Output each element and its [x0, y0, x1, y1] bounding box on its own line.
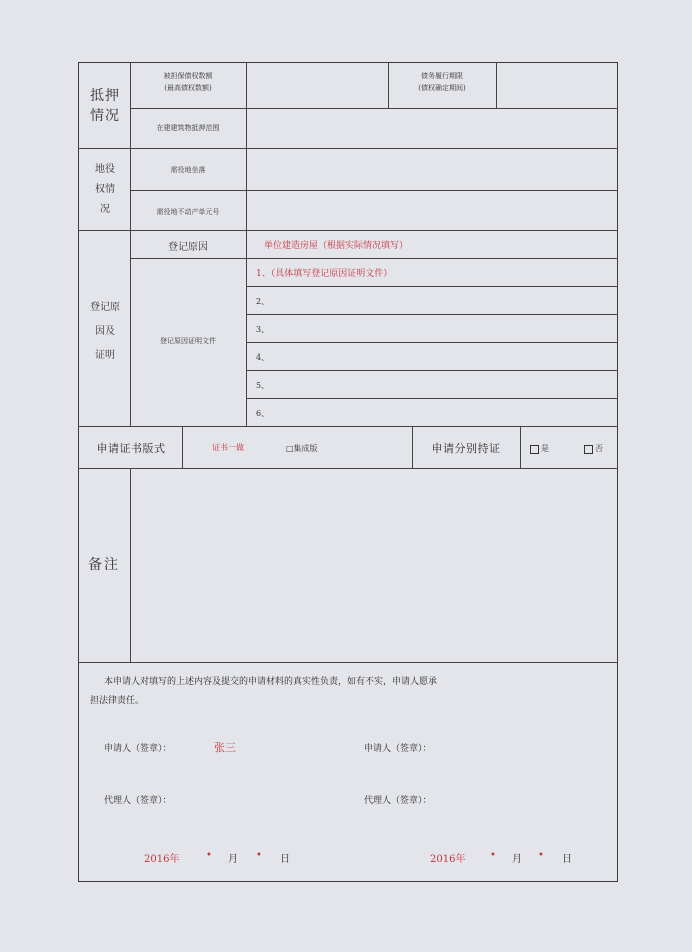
divider	[246, 286, 618, 287]
divider	[78, 148, 618, 149]
separate-yes-checkbox[interactable]	[530, 443, 549, 454]
mortgage-heading-line: 抵押	[90, 88, 120, 104]
secured-amount-line: 被担保债权数额	[163, 72, 213, 80]
applicant-right-label: 申请人（签章）：	[364, 744, 432, 754]
proof-item: 5、	[256, 381, 270, 390]
divider	[78, 468, 618, 469]
divider	[246, 62, 247, 426]
no-label: 否	[595, 444, 603, 453]
date-right-year: 2016年	[430, 854, 466, 865]
registration-reason-value: 单位建造房屋（根据实际情况填写）	[264, 241, 409, 251]
easement-heading-line: 权情	[95, 184, 115, 195]
easement-heading	[84, 160, 126, 220]
debt-period-line: (债权确定期间)	[418, 84, 466, 92]
divider	[246, 370, 618, 371]
servient-location-label: 需役地坐落	[170, 166, 206, 174]
proof-item: 4、	[256, 353, 270, 362]
easement-heading-line: 地役	[95, 164, 115, 175]
applicant-left-label: 申请人（签章）：	[104, 744, 172, 754]
secured-amount-label	[130, 70, 246, 94]
date-left-day: 日	[280, 854, 290, 865]
divider	[520, 426, 521, 468]
registration-heading-line: 因及	[95, 326, 115, 337]
yes-label: 是	[541, 444, 549, 453]
divider	[130, 258, 618, 259]
divider	[78, 662, 618, 663]
agent-left-label: 代理人（签章）：	[104, 796, 172, 806]
date-right-day: 日	[562, 854, 572, 865]
building-scope-label: 在建建筑物抵押范围	[156, 124, 220, 132]
divider	[246, 398, 618, 399]
divider	[246, 342, 618, 343]
secured-amount-line: (最高债权数额)	[164, 84, 212, 92]
divider	[78, 230, 618, 231]
declaration-line-1: 本申请人对填写的上述内容及提交的申请材料的真实性负责，如有不实，申请人愿承	[104, 677, 438, 687]
divider	[246, 314, 618, 315]
registration-reason-label: 登记原因	[168, 242, 208, 253]
divider	[182, 426, 183, 468]
divider	[496, 62, 497, 108]
checkbox-box	[584, 445, 593, 454]
separate-certificate-label: 申请分别持证	[431, 442, 501, 455]
registration-heading-line: 证明	[95, 350, 115, 361]
certificate-format-label: 申请证书版式	[96, 442, 166, 455]
proof-item: 3、	[256, 325, 270, 334]
declaration-line-2: 担法律责任。	[90, 696, 145, 706]
date-right-month-mark: •	[490, 850, 496, 861]
debt-period-label	[388, 70, 496, 94]
registration-heading-line: 登记原	[90, 302, 120, 313]
separate-no-checkbox[interactable]	[584, 443, 603, 454]
registration-proof-label: 登记原因证明文件	[160, 337, 216, 345]
divider	[130, 190, 618, 191]
checkbox-box	[530, 445, 539, 454]
easement-heading-line: 况	[100, 204, 110, 215]
date-right-day-mark: •	[538, 850, 544, 861]
date-left-month: 月	[228, 854, 238, 865]
date-left-month-mark: •	[206, 850, 212, 861]
agent-right-label: 代理人（签章）：	[364, 796, 432, 806]
certificate-format-option-integrated[interactable]: □集成版	[286, 444, 318, 453]
form-frame	[78, 62, 618, 882]
proof-item: 1、（具体填写登记原因证明文件）	[256, 269, 393, 279]
proof-item: 2、	[256, 297, 270, 306]
date-left-year: 2016年	[144, 854, 180, 865]
mortgage-heading-line: 情况	[90, 108, 120, 124]
date-right-month: 月	[512, 854, 522, 865]
servient-unit-number-label: 需役地不动产单元号	[156, 208, 220, 216]
mortgage-heading	[84, 86, 126, 126]
date-left-day-mark: •	[256, 850, 262, 861]
divider	[130, 108, 618, 109]
debt-period-line: 债务履行期限	[421, 72, 463, 80]
registration-heading	[84, 296, 126, 368]
proof-item: 6、	[256, 409, 270, 418]
divider	[78, 426, 618, 427]
remarks-label: 备注	[88, 557, 120, 573]
applicant-left-signature: 张三	[214, 741, 236, 754]
divider	[130, 468, 131, 662]
certificate-format-option-single[interactable]: 证书一做	[212, 443, 244, 452]
